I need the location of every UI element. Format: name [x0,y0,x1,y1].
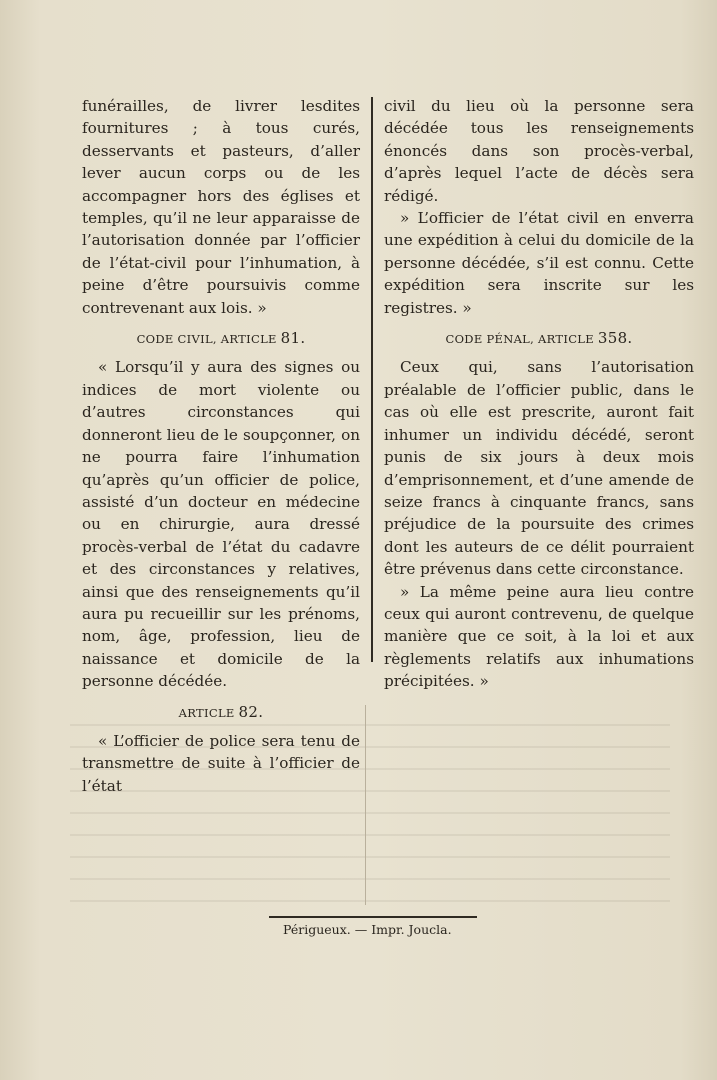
section-heading [384,327,694,350]
heading-number: 82. [238,702,264,721]
column-divider [371,97,373,662]
paragraph: funérailles, de livrer lesdites fournitures ; à tous curés, desservants et pasteurs, d’aller lever aucun corps ou de les accompagner hors des églises et temples, qu’il ne leur apparaisse de l’autorisation donnée par l’officier de l’état-civil pour l’inhumation, à peine d’être poursuivis comme contrevenant aux lois. » [82,97,360,317]
heading-text: ARTICLE [178,705,235,720]
heading-text: CODE PÉNAL, ARTICLE [445,332,594,347]
left-column [82,95,360,797]
footer-rule [269,916,477,918]
heading-number: 81. [280,329,306,348]
paragraph: » La même peine aura lieu contre ceux qui auront contrevenu, de quelque manière que ce soit, à la loi et aux règlements relatifs aux inhumations précipitées. » [384,582,694,691]
paragraph: « L’officier de police sera tenu de transmettre de suite à l’officier de l’état [82,731,360,795]
printer-imprint: Périgueux. — Impr. Joucla. [283,922,452,937]
paragraph: « Lorsqu’il y aura des signes ou indices de mort violente ou d’autres circonstances qui donneront lieu de le soupçonner, on ne pourra faire l’inhumation qu’après qu’un officier de police, assisté d’un docteur en médecine ou en chirurgie, aura dressé procès-verbal de l’état du cadavre et des circonstances y relatives, ainsi que des renseignements qu’il aura pu recueillir sur les prénoms, nom, âge, profession, lieu de naissance et domicile de la personne décédée. [82,358,360,691]
paragraph: Ceux qui, sans l’autorisation préalable de l’officier public, dans le cas où elle est prescrite, auront fait inhumer un individu décédé, seront punis de six jours à deux mois d’emprisonnement, et d’une amende de seize francs à cinquante francs, sans préjudice de la poursuite des crimes dont les auteurs de ce délit pourraient être prévenus dans cette circonstance. [384,358,694,579]
bleed-through-divider [365,705,366,905]
right-column [384,95,694,693]
section-heading [82,327,360,350]
bleed-through-texture [70,710,670,910]
heading-number: 358. [597,329,633,348]
heading-text: CODE CIVIL, ARTICLE [136,332,277,347]
paragraph: civil du lieu où la personne sera décédée tous les renseignements énoncés dans son procès-verbal, d’après lequel l’acte de décès sera rédigé. [384,97,694,205]
paragraph: » L’officier de l’état civil en enverra une expédition à celui du domicile de la personne décédée, s’il est connu. Cette expédition sera inscrite sur les registres. » [384,209,694,317]
